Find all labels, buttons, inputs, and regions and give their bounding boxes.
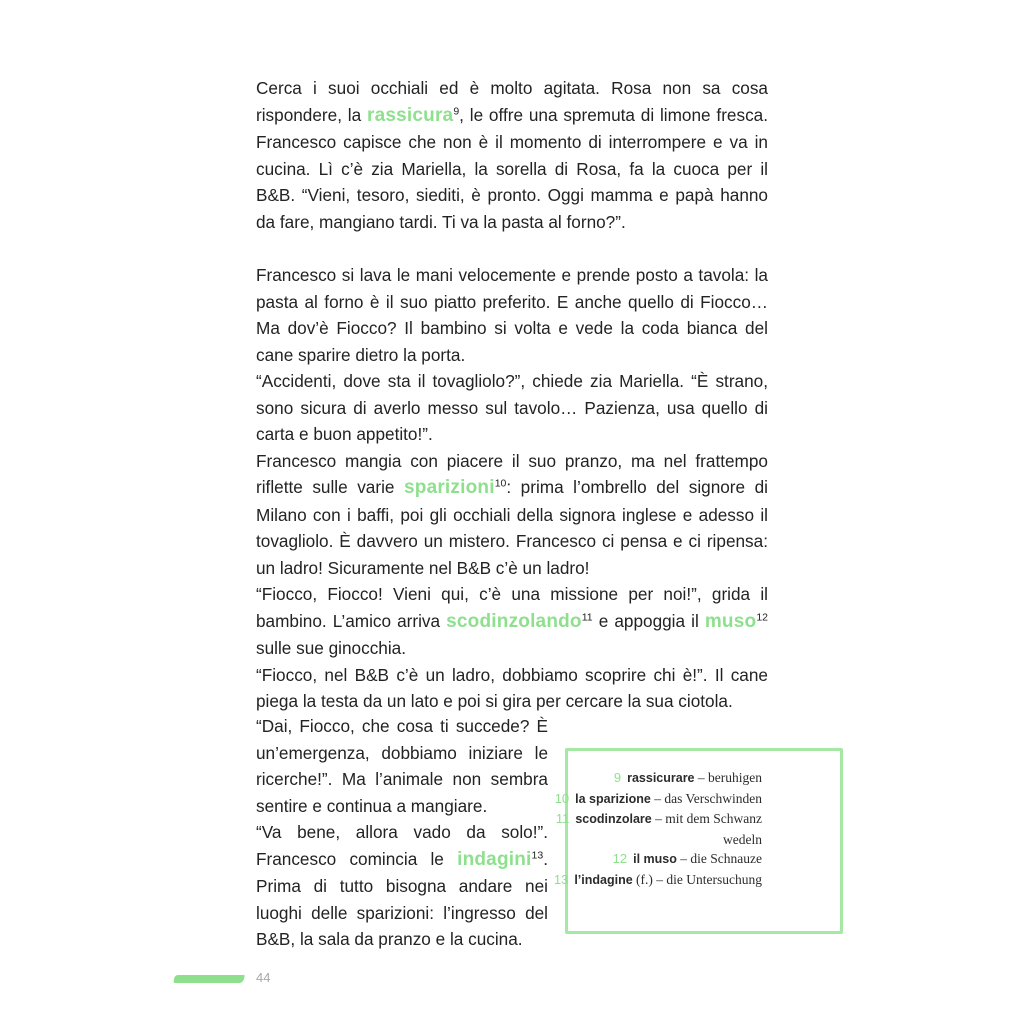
footer-accent-bar (173, 975, 245, 983)
text: Francesco mangia con piacere il suo pranzo, ma nel frattempo riflette sulle varie (256, 450, 768, 497)
footnote-ref: 13 (531, 848, 544, 861)
text-block (256, 819, 548, 953)
text: “Fiocco, Fiocco! Vieni qui, c’è una missione per noi!”, grida il bambino. L’amico arriva (256, 584, 768, 631)
glossary-item (522, 849, 762, 870)
paragraph-2 (256, 262, 768, 715)
glossary-term: la sparizione (575, 791, 651, 806)
text: sulle sue ginocchia. (256, 638, 407, 658)
paragraph-3 (256, 713, 548, 953)
text-block (256, 581, 768, 662)
paragraph-1 (256, 75, 768, 235)
glossary-term: rassicurare (627, 771, 695, 785)
vocab-word: scodinzolando (446, 610, 582, 632)
glossary-item (522, 789, 762, 810)
glossary-translation: – beruhigen (694, 770, 762, 785)
glossary-translation: – das Verschwinden (650, 790, 762, 806)
text-block (256, 448, 768, 582)
text: “Va bene, allora vado da solo!”. Francesco comincia le (256, 822, 548, 869)
glossary-term: il muso (633, 852, 677, 866)
footnote-ref: 12 (756, 610, 768, 623)
glossary-number: 9 (613, 770, 622, 785)
glossary-term: scodinzolare (575, 812, 652, 826)
text: . Prima di tutto bisogna andare nei luoghi delle sparizioni: l’ingresso del B&B, la sala da pranzo e la cucina. (256, 848, 548, 949)
text-block: “Dai, Fiocco, che cosa ti succede? È un’emergenza, dobbiamo iniziare le ricerche!”. Ma l’animale non sembra sentire e continua a mangiare. (256, 716, 548, 816)
vocab-word: sparizioni (404, 477, 495, 498)
page-number: 44 (256, 970, 271, 985)
glossary-number: 13 (553, 871, 569, 887)
glossary-list (522, 768, 762, 890)
text: , le offre una spremuta di limone fresca. Francesco capisce che non è il momento di interrompere e va in cucina. Lì c’è zia Mariella, la sorella di Rosa, fa la cuoca per il B&B. “Vieni, tesoro, siediti, è pronto. Oggi mamma e papà hanno da fare, mangiano tardi. Ti va la pasta al forno?”. (256, 104, 768, 232)
glossary-translation: – mit dem Schwanz wedeln (651, 811, 762, 847)
glossary-number: 11 (555, 811, 570, 826)
text-block: Francesco si lava le mani velocemente e prende posto a tavola: la pasta al forno è il suo piatto preferito. E anche quello di Fiocco… Ma dov’è Fiocco? Il bambino si volta e vede la coda bianca del cane sparire dietro la porta. (256, 265, 768, 365)
glossary-number: 12 (612, 851, 628, 866)
glossary-translation: (f.) – die Untersuchung (632, 871, 762, 887)
text-block: “Accidenti, dove sta il tovagliolo?”, chiede zia Mariella. “È strano, sono sicura di averlo messo sul tavolo… Pazienza, usa quello di carta e buon appetito!”. (256, 371, 768, 444)
vocab-word: indagini (457, 848, 532, 870)
glossary-box (553, 748, 843, 934)
glossary-item (522, 768, 762, 789)
glossary-term: l’indagine (574, 872, 633, 887)
text: : prima l’ombrello del signore di Milano con i baffi, poi gli occhiali della signora inglese e adesso il tovagliolo. È davvero un mistero. Francesco ci pensa e ci ripensa: un ladro! Sicuramente nel B&B c’è un ladro! (256, 477, 768, 578)
footnote-ref: 11 (581, 610, 593, 623)
glossary-translation: – die Schnauze (676, 851, 762, 866)
vocab-word: muso (704, 610, 757, 632)
footnote-ref: 9 (453, 104, 460, 117)
vocab-word: rassicura (367, 104, 454, 126)
text-block: “Fiocco, nel B&B c’è un ladro, dobbiamo scoprire chi è!”. Il cane piega la testa da un lato e poi si gira per cercare la sua ciotola. (256, 664, 768, 711)
glossary-item (522, 870, 762, 891)
footnote-ref: 10 (494, 477, 507, 490)
text: e appoggia il (592, 610, 705, 631)
glossary-item (522, 809, 762, 849)
glossary-number: 10 (554, 790, 570, 806)
text: Cerca i suoi occhiali ed è molto agitata. Rosa non sa cosa rispondere, la (256, 78, 768, 125)
